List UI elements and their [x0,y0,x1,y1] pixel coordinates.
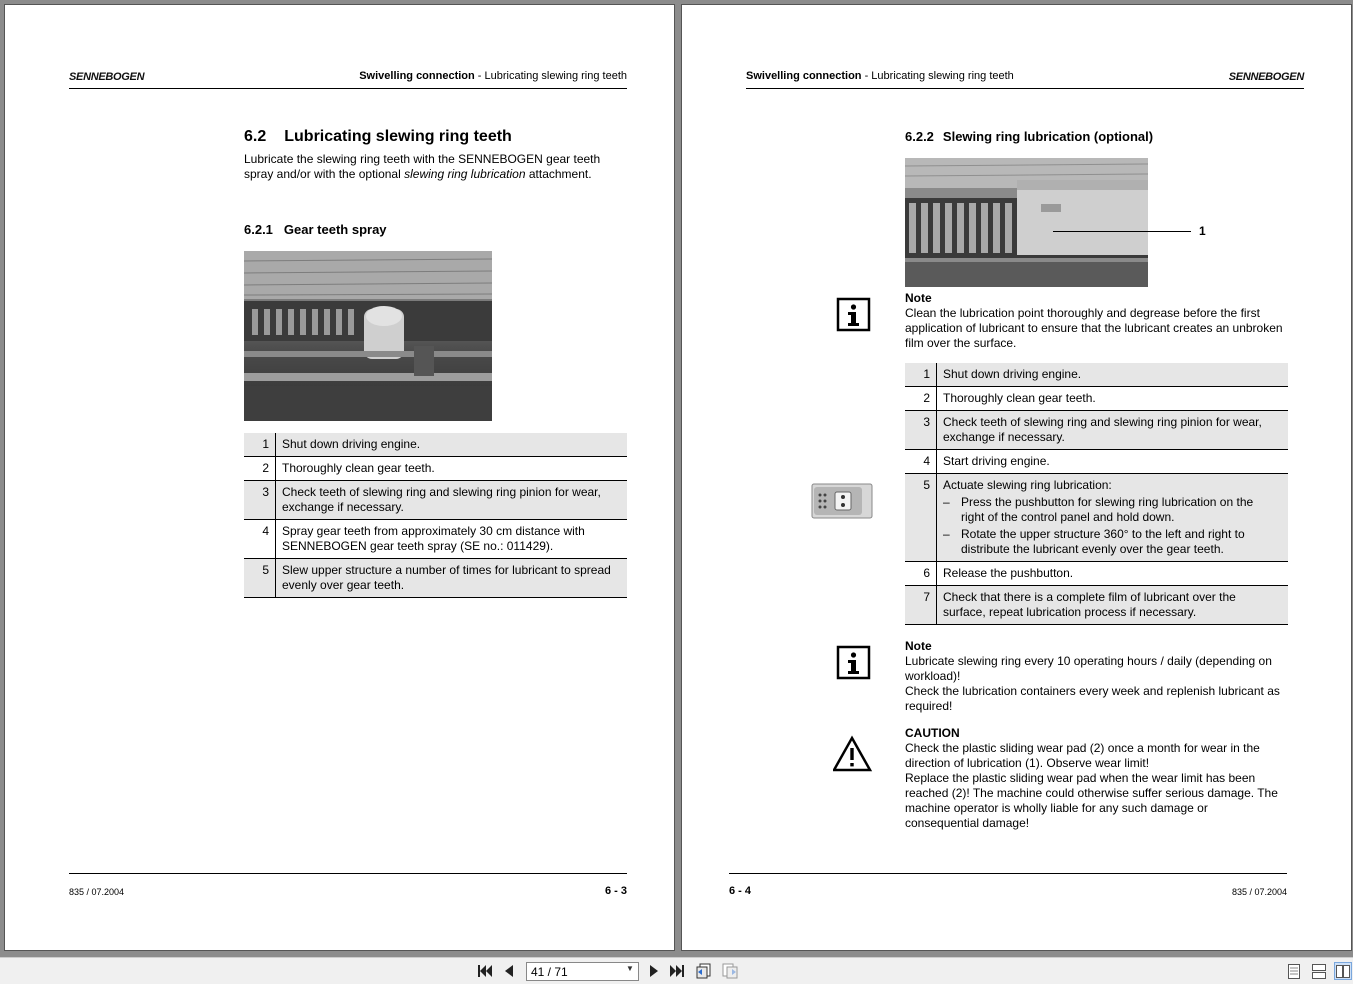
block-line: Replace the plastic sliding wear pad when the wear limit has been [905,771,1256,785]
bullet-dash: – [943,527,950,541]
step-row [244,559,627,598]
block-title: Note [905,291,932,305]
page-number-input[interactable] [526,962,639,981]
step-text [937,474,1288,561]
footer-page-number: 6 - 4 [729,885,752,897]
page-header [69,65,627,89]
step-text [937,586,1288,624]
step-text [937,562,1288,585]
note-1 [905,291,1283,351]
callout-line [1053,231,1191,232]
step-text [937,411,1288,449]
steps-table-left [244,433,627,598]
block-line: Check the lubrication containers every week and replenish lubricant as [905,684,1280,698]
step-line: Start driving engine. [943,454,1050,468]
block-line: consequential damage! [905,816,1030,830]
control-panel-icon [811,483,873,524]
block-line: required! [905,699,953,713]
block-line: Check the plastic sliding wear pad (2) once a month for wear in the [905,741,1260,755]
step-line: Shut down driving engine. [282,437,421,451]
step-substep [943,495,1282,525]
substep-line: distribute the lubricant evenly over the gear teeth. [961,542,1224,556]
step-text [276,481,627,519]
block-line: film over the surface. [905,336,1017,350]
footer-date: 835 / 07.2004 [69,887,125,897]
step-line: exchange if necessary. [282,500,404,514]
step-number: 4 [244,520,276,558]
step-number: 6 [905,562,937,585]
step-row [905,450,1288,474]
page-right [681,4,1352,951]
note-2 [905,639,1280,714]
step-line: Thoroughly clean gear teeth. [282,461,435,475]
callout-label: 1 [1199,224,1206,238]
single-page-view-icon[interactable] [1285,962,1303,980]
caution-block [905,726,1278,831]
block-line: Clean the lubrication point thoroughly and degrease before the first [905,306,1260,320]
step-line: Check that there is a complete film of lubricant over the [943,590,1236,604]
step-line: Spray gear teeth from approximately 30 cm distance with [282,524,585,538]
section-heading: 6.2 Lubricating slewing ring teeth [244,128,512,145]
gear-spray-photo [244,251,492,421]
step-row [244,457,627,481]
step-text [276,433,627,456]
step-number: 5 [244,559,276,597]
next-page-icon[interactable] [645,962,663,980]
step-text [276,457,627,480]
step-line: Actuate slewing ring lubrication: [943,478,1112,492]
step-line: Slew upper structure a number of times for lubricant to spread [282,563,611,577]
step-text [937,363,1288,386]
steps-table-right [905,363,1288,625]
block-line: machine operator is wholly liable for any such damage or [905,801,1208,815]
step-line: Shut down driving engine. [943,367,1082,381]
step-number: 7 [905,586,937,624]
step-row [244,520,627,559]
sennebogen-logo: SENNEBOGEN [1228,71,1304,83]
step-row [905,387,1288,411]
header-title: Swivelling connection - Lubricating slewing ring teeth [746,70,1014,82]
step-number: 3 [244,481,276,519]
step-text [276,559,627,597]
page-header [746,65,1304,89]
step-text [937,450,1288,473]
step-number: 1 [905,363,937,386]
prev-page-icon[interactable] [500,962,518,980]
forward-view-icon[interactable] [721,962,739,980]
step-line: SENNEBOGEN gear teeth spray (SE no.: 011429). [282,539,554,553]
step-row [905,411,1288,450]
page-footer [69,873,627,903]
block-line: workload)! [905,669,961,683]
footer-page-number: 6 - 3 [604,885,627,897]
block-line: direction of lubrication (1). Observe wear limit! [905,756,1150,770]
step-row [905,363,1288,387]
step-number: 1 [244,433,276,456]
info-icon [836,645,872,686]
intro-paragraph: Lubricate the slewing ring teeth with the SENNEBOGEN gear teeth spray and/or with the optional slewing ring lubrication attachment. [244,152,601,181]
block-title: CAUTION [905,726,960,740]
step-line: Check teeth of slewing ring and slewing ring pinion for wear, [282,485,601,499]
block-line: Lubricate slewing ring every 10 operating hours / daily (depending on [905,654,1272,668]
sennebogen-logo: SENNEBOGEN [69,71,145,83]
info-icon [836,297,872,338]
step-number: 5 [905,474,937,561]
subsection-heading: 6.2.2 Slewing ring lubrication (optional) [905,129,1154,144]
navigation-toolbar [0,957,1353,984]
step-text [937,387,1288,410]
back-view-icon[interactable] [695,962,713,980]
bullet-dash: – [943,495,950,509]
step-number: 2 [244,457,276,480]
step-text [276,520,627,558]
step-line: Check teeth of slewing ring and slewing ring pinion for wear, [943,415,1262,429]
step-row [905,474,1288,562]
step-row [244,481,627,520]
step-row [905,586,1288,625]
substep-line: Rotate the upper structure 360° to the left and right to [961,527,1245,541]
step-row [905,562,1288,586]
step-line: Release the pushbutton. [943,566,1074,580]
step-number: 2 [905,387,937,410]
warning-icon [833,735,873,778]
block-title: Note [905,639,932,653]
step-line: Thoroughly clean gear teeth. [943,391,1096,405]
step-line: evenly over gear teeth. [282,578,405,592]
block-line: application of lubricant to ensure that the lubricant creates an unbroken [905,321,1283,335]
step-number: 4 [905,450,937,473]
continuous-view-icon[interactable] [1310,962,1328,980]
block-line: reached (2)! The machine could otherwise suffer serious damage. The [905,786,1278,800]
chevron-down-icon[interactable]: ▼ [626,964,634,973]
subsection-heading: 6.2.1 Gear teeth spray [244,222,387,237]
step-number: 3 [905,411,937,449]
step-line: surface, repeat lubrication process if necessary. [943,605,1197,619]
last-page-icon[interactable] [668,962,686,980]
page-footer [729,873,1287,903]
two-page-view-icon[interactable] [1334,962,1352,980]
footer-date: 835 / 07.2004 [1231,887,1287,897]
substep-line: Press the pushbutton for slewing ring lubrication on the [961,495,1254,509]
slewing-ring-photo [905,158,1148,287]
header-title: Swivelling connection - Lubricating slewing ring teeth [359,70,627,82]
step-line: exchange if necessary. [943,430,1065,444]
step-row [244,433,627,457]
first-page-icon[interactable] [476,962,494,980]
page-left [4,4,675,951]
step-substep [943,527,1282,557]
substep-line: right of the control panel and hold down. [961,510,1175,524]
